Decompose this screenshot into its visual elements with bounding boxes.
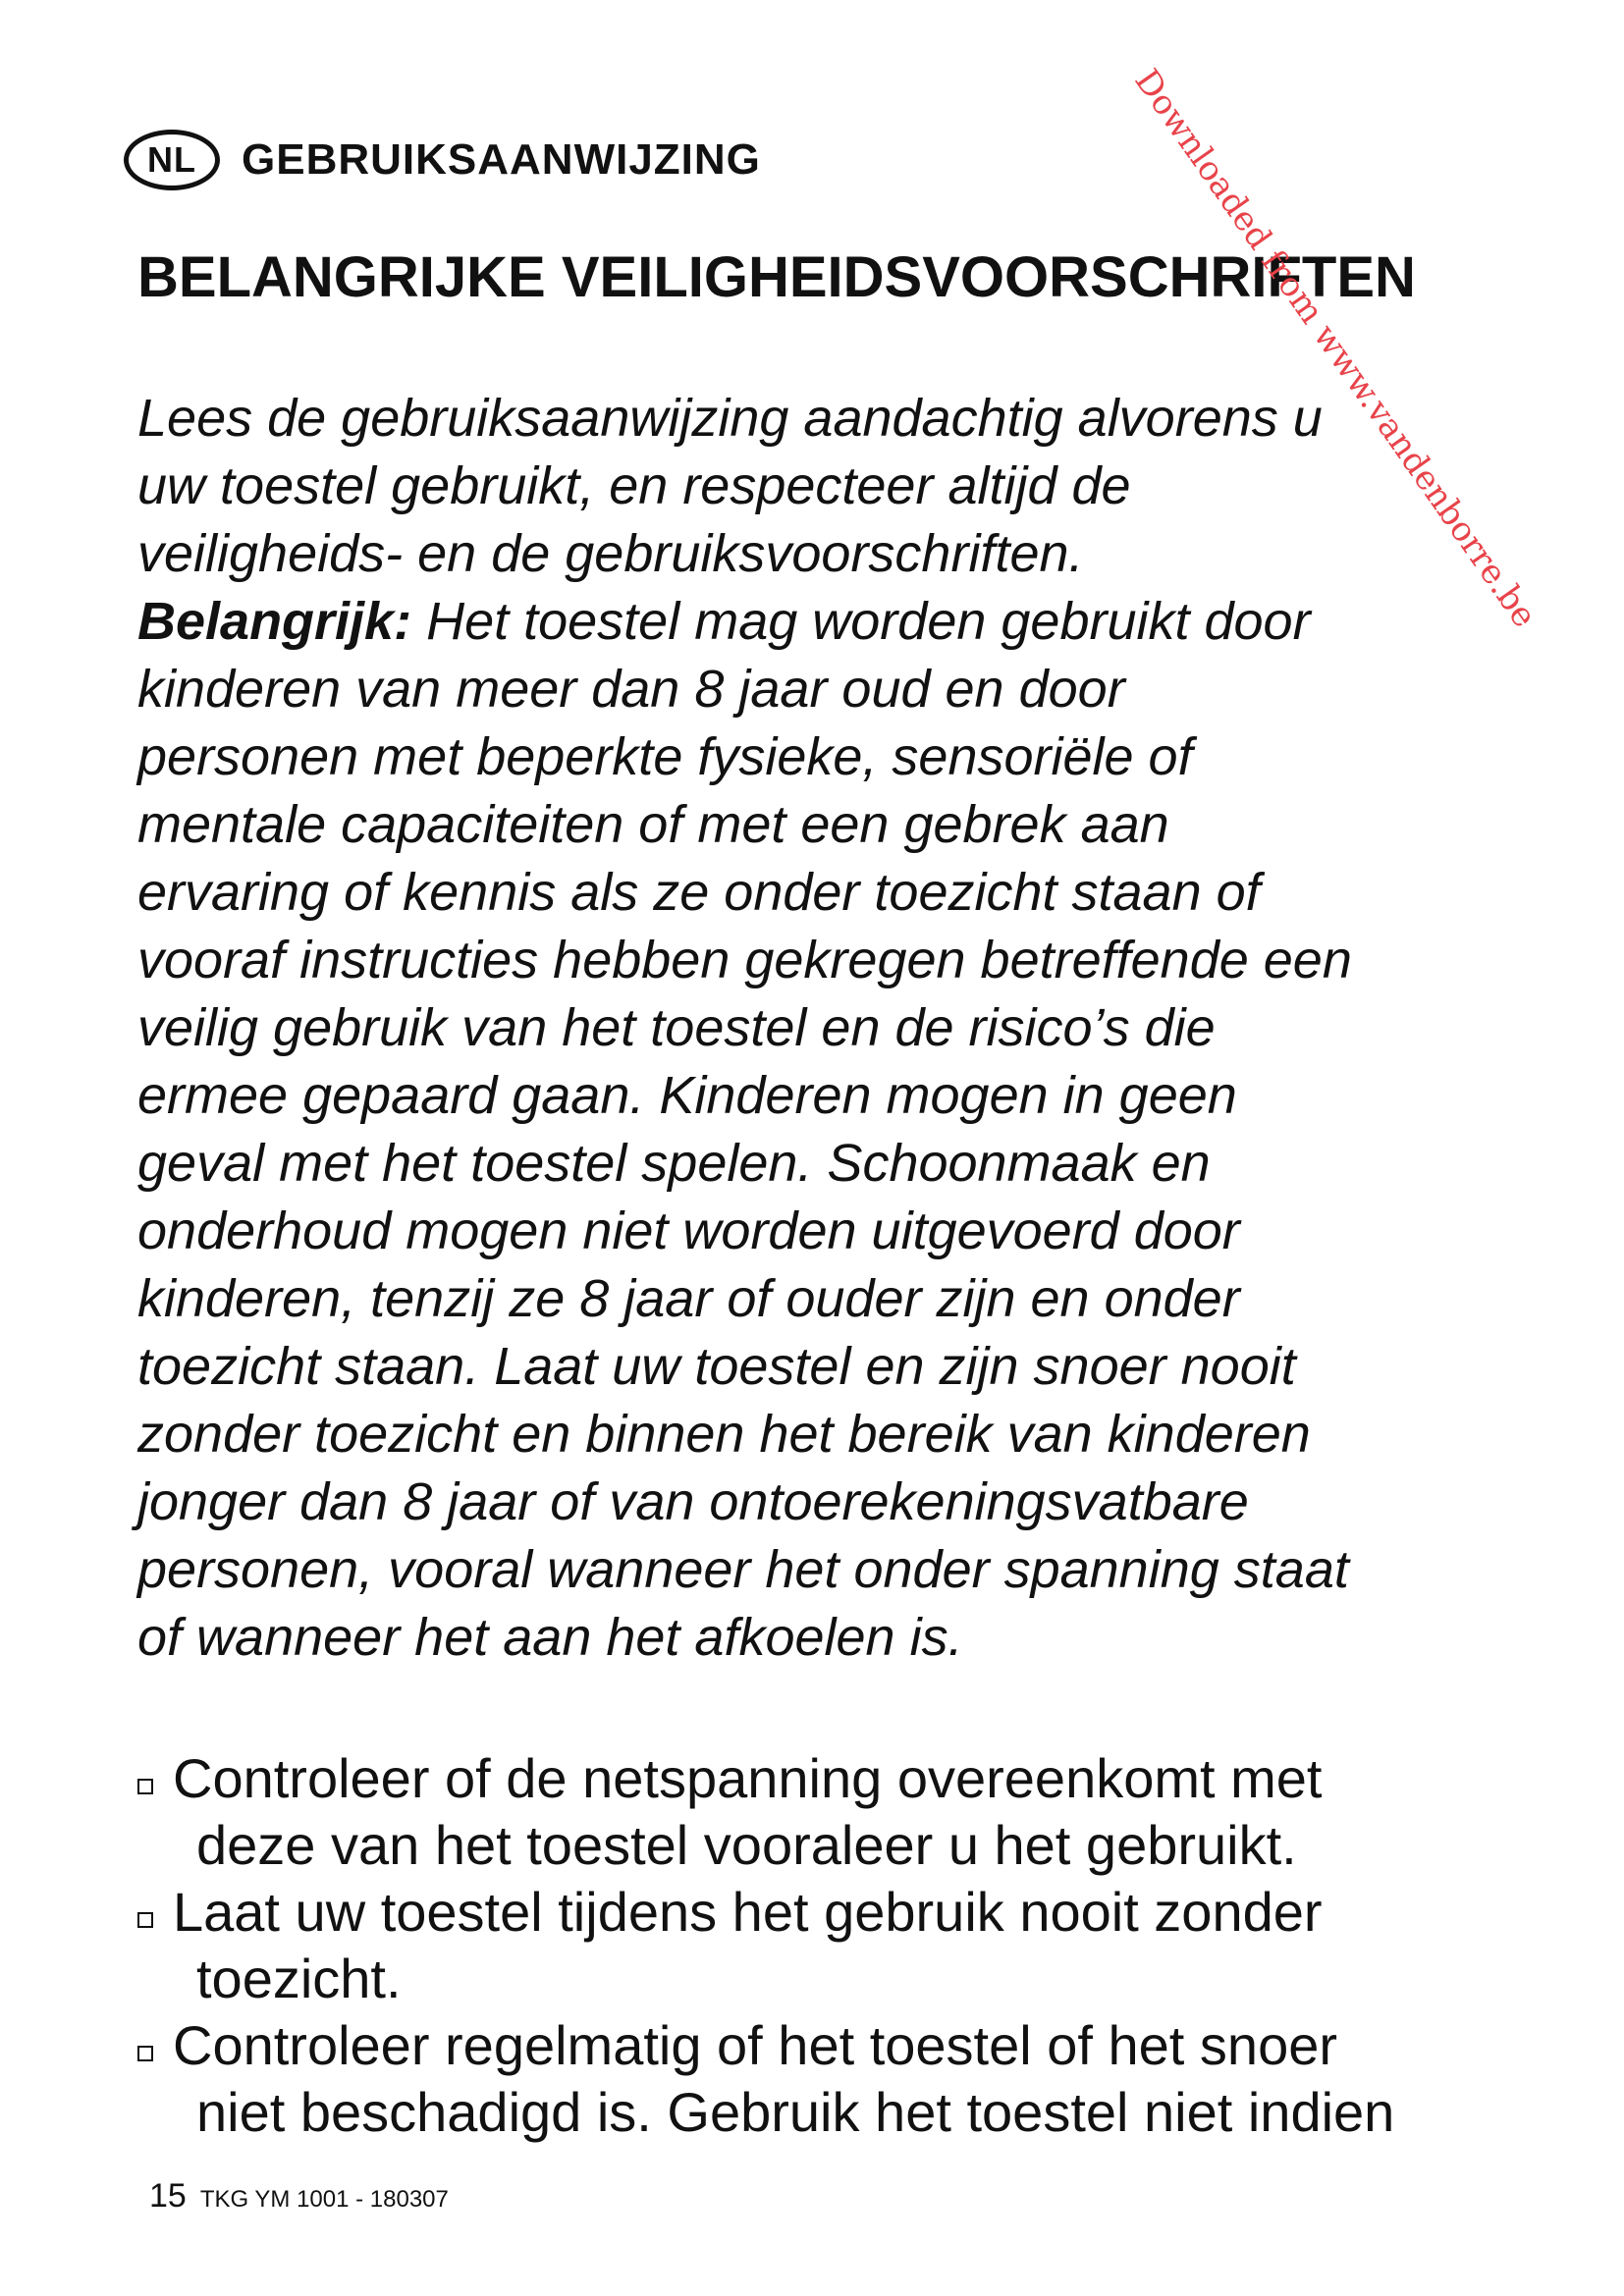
list-item-line: Laat uw toestel tijdens het gebruik nooit zonder	[173, 1881, 1323, 1943]
checkbox-bullet-icon	[137, 1912, 153, 1928]
intro-paragraph	[137, 385, 1512, 1672]
list-item	[137, 1745, 1532, 1879]
important-line: zonder toezicht en binnen het bereik van kinderen	[137, 1405, 1311, 1464]
important-line: ervaring of kennis als ze onder toezicht staan of	[137, 863, 1261, 922]
intro-line: uw toestel gebruikt, en respecteer altijd de	[137, 456, 1131, 515]
page-footer	[149, 2177, 449, 2216]
checkbox-bullet-icon	[137, 2046, 153, 2061]
list-item-line: niet beschadigd is. Gebruik het toestel niet indien	[196, 2081, 1395, 2143]
list-item	[137, 2012, 1532, 2146]
important-first-text: Het toestel mag worden gebruikt door	[411, 592, 1311, 651]
checkbox-bullet-icon	[137, 1779, 153, 1794]
list-item-text	[173, 2012, 1394, 2146]
important-line: jonger dan 8 jaar of van ontoerekeningsvatbare	[137, 1472, 1249, 1531]
important-line: vooraf instructies hebben gekregen betreffende een	[137, 931, 1352, 989]
important-line: geval met het toestel spelen. Schoonmaak en	[137, 1134, 1211, 1193]
list-item-line: Controleer regelmatig of het toestel of het snoer	[173, 2014, 1338, 2076]
important-line: ermee gepaard gaan. Kinderen mogen in geen	[137, 1066, 1237, 1125]
important-line: kinderen, tenzij ze 8 jaar of ouder zijn en onder	[137, 1269, 1240, 1328]
manual-label: GEBRUIKSAANWIJZING	[242, 135, 761, 184]
intro-line: veiligheids- en de gebruiksvoorschriften.	[137, 524, 1084, 583]
language-badge: NL	[124, 130, 220, 190]
important-line: onderhoud mogen niet worden uitgevoerd door	[137, 1201, 1240, 1260]
page-title: BELANGRIJKE VEILIGHEIDSVOORSCHRIFTEN	[137, 245, 1416, 309]
important-first-line	[137, 588, 1512, 656]
important-line: personen, vooral wanneer het onder spanning staat	[137, 1540, 1349, 1599]
list-item	[137, 1879, 1532, 2012]
important-line: personen met beperkte fysieke, sensoriële of	[137, 727, 1193, 786]
list-item-line: deze van het toestel vooraleer u het gebruikt.	[196, 1814, 1297, 1876]
page-header	[124, 126, 761, 194]
important-line: kinderen van meer dan 8 jaar oud en door	[137, 660, 1125, 719]
list-item-text	[173, 1879, 1323, 2012]
list-item-line: toezicht.	[196, 1948, 402, 2009]
intro-line: Lees de gebruiksaanwijzing aandachtig alvorens u	[137, 389, 1323, 448]
page-number: 15	[149, 2177, 187, 2215]
important-line: of wanneer het aan het afkoelen is.	[137, 1608, 963, 1667]
bullet-list	[137, 1745, 1532, 2146]
important-line: mentale capaciteiten of met een gebrek aan	[137, 795, 1169, 854]
watermark: Downloaded from www.vandenborre.be	[1126, 62, 1544, 635]
important-line: veilig gebruik van het toestel en de risico’s die	[137, 998, 1216, 1057]
list-item-line: Controleer of de netspanning overeenkomt met	[173, 1747, 1323, 1809]
important-label: Belangrijk:	[137, 592, 412, 651]
list-item-text	[173, 1745, 1322, 1879]
document-code: TKG YM 1001 - 180307	[199, 2186, 449, 2213]
important-line: toezicht staan. Laat uw toestel en zijn snoer nooit	[137, 1337, 1296, 1396]
